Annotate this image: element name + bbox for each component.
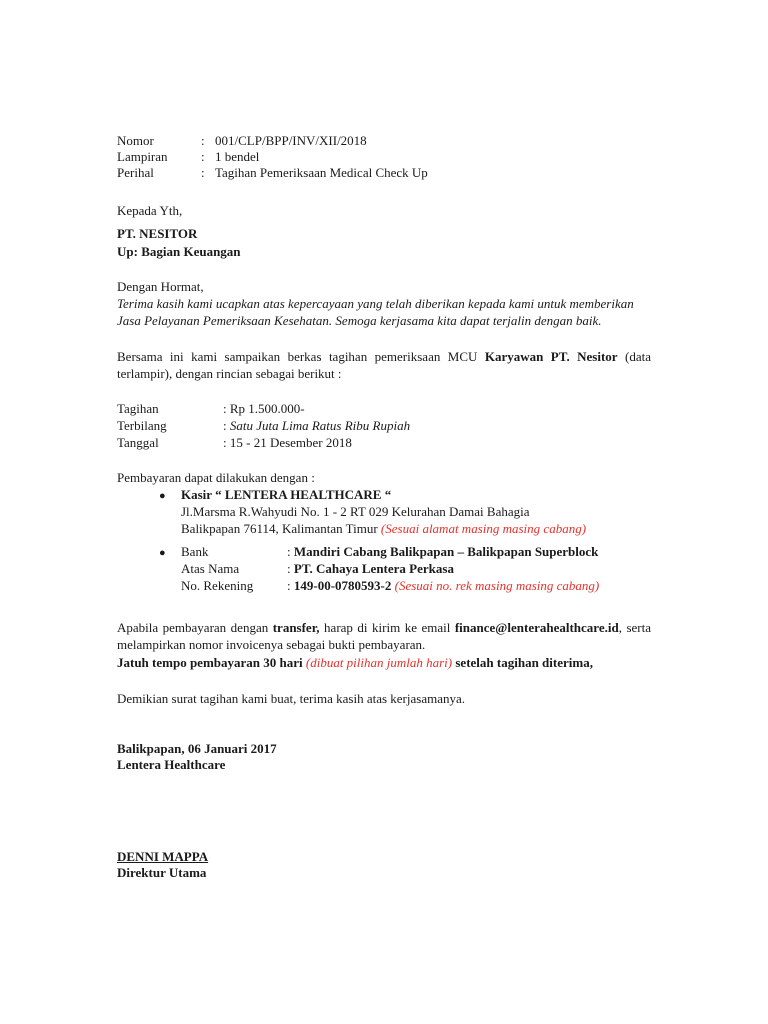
rekening-label: No. Rekening — [181, 578, 254, 593]
transfer-paragraph — [117, 619, 651, 653]
terbilang-value: Satu Juta Lima Ratus Ribu Rupiah — [229, 418, 411, 433]
finance-email: finance@lenterahealthcare.id — [454, 620, 619, 635]
kasir-address-2: Balikpapan 76114, Kalimantan Timur — [181, 521, 381, 536]
perihal-label: Perihal — [117, 165, 154, 180]
recipient-company: PT. NESITOR — [117, 226, 198, 241]
bank-field: : Mandiri Cabang Balikpapan – Balikpapan Superblock — [287, 544, 599, 559]
nomor-value: 001/CLP/BPP/INV/XII/2018 — [215, 133, 367, 148]
due-note: (dibuat pilihan jumlah hari) — [302, 655, 453, 670]
atas-nama-value: PT. Cahaya Lentera Perkasa — [293, 561, 454, 576]
tanggal-label: Tanggal — [117, 435, 159, 450]
due-line — [117, 655, 593, 671]
atas-nama-field: : PT. Cahaya Lentera Perkasa — [287, 561, 454, 576]
due-bold-1: Jatuh tempo pembayaran 30 hari — [117, 655, 303, 670]
place-date: Balikpapan, 06 Januari 2017 — [117, 741, 277, 756]
closing-company: Lentera Healthcare — [117, 757, 226, 772]
rekening-note: (Sesuai no. rek masing masing cabang) — [391, 578, 600, 593]
perihal-colon: : — [201, 165, 205, 180]
rekening-value: 149-00-0780593-2 — [293, 578, 392, 593]
lampiran-value: 1 bendel — [215, 149, 260, 164]
lampiran-colon: : — [201, 149, 205, 164]
closing-sentence: Demikian surat tagihan kami buat, terima kasih atas kerjasamanya. — [117, 691, 465, 706]
kepada-line: Kepada Yth, — [117, 203, 183, 218]
transfer-bold: transfer, — [272, 620, 320, 635]
recipient-attention: Up: Bagian Keuangan — [117, 244, 241, 259]
bullet-kasir: ● — [159, 490, 166, 502]
terbilang-field — [223, 418, 410, 434]
tagihan-label: Tagihan — [117, 401, 159, 416]
bank-value: Mandiri Cabang Balikpapan – Balikpapan Superblock — [293, 544, 599, 559]
nomor-label: Nomor — [117, 133, 154, 148]
kasir-note: (Sesuai alamat masing masing cabang) — [380, 521, 587, 536]
kasir-address-1: Jl.Marsma R.Wahyudi No. 1 - 2 RT 029 Kelurahan Damai Bahagia — [181, 504, 530, 519]
terbilang-label: Terbilang — [117, 418, 167, 433]
bank-label: Bank — [181, 544, 209, 559]
transfer-text-3: , serta melampirkan nomor invoicenya sebagai bukti pembayaran. — [117, 620, 651, 652]
signer-name: DENNI MAPPA — [117, 849, 209, 864]
thanks-line-2: Jasa Pelayanan Pemeriksaan Kesehatan. Semoga kerjasama kita dapat terjalin dengan baik. — [117, 313, 602, 328]
bullet-bank: ● — [159, 547, 166, 559]
salutation: Dengan Hormat, — [117, 279, 204, 294]
thanks-line-1: Terima kasih kami ucapkan atas kepercayaan yang telah diberikan kepada kami untuk memberikan — [117, 296, 634, 311]
terbilang-colon: : — [223, 418, 230, 433]
transfer-text-1: Apabila pembayaran dengan — [117, 620, 273, 635]
lampiran-label: Lampiran — [117, 149, 168, 164]
intro-text-1: Bersama ini kami sampaikan berkas tagihan pemeriksaan MCU — [117, 349, 485, 364]
intro-paragraph — [117, 348, 651, 382]
intro-bold: Karyawan PT. Nesitor — [484, 349, 618, 364]
tanggal-value: : 15 - 21 Desember 2018 — [223, 435, 352, 450]
kasir-address-2-line — [181, 521, 586, 537]
kasir-title: Kasir “ LENTERA HEALTHCARE “ — [181, 487, 392, 502]
perihal-value: Tagihan Pemeriksaan Medical Check Up — [215, 165, 428, 180]
nomor-colon: : — [201, 133, 205, 148]
intro-text-2: (data terlampir), dengan rincian sebagai berikut : — [117, 349, 652, 381]
transfer-text-2: harap di kirim ke email — [319, 620, 455, 635]
atas-nama-label: Atas Nama — [181, 561, 240, 576]
signer-title: Direktur Utama — [117, 865, 207, 880]
due-bold-2: setelah tagihan diterima, — [452, 655, 593, 670]
rekening-field: : 149-00-0780593-2 (Sesuai no. rek masing masing cabang) — [287, 578, 600, 593]
payment-intro: Pembayaran dapat dilakukan dengan : — [117, 470, 315, 485]
tagihan-value: : Rp 1.500.000- — [223, 401, 305, 416]
